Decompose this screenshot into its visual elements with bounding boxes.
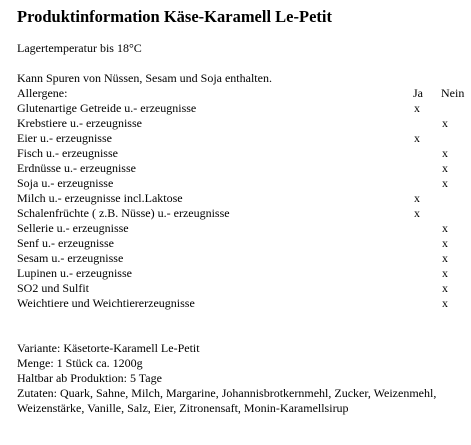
- allergen-row: [17, 206, 471, 221]
- allergen-row: [17, 236, 471, 251]
- allergen-row: [17, 161, 471, 176]
- allergen-nein-mark: x: [442, 116, 448, 130]
- allergen-nein-mark: x: [442, 236, 448, 250]
- allergen-table-header: [17, 86, 471, 101]
- allergen-nein-mark: x: [442, 176, 448, 190]
- allergen-name: Schalenfrüchte ( z.B. Nüsse) u.- erzeugnisse: [17, 206, 230, 220]
- allergen-row: [17, 296, 471, 311]
- allergen-row: [17, 101, 471, 116]
- allergen-row: [17, 176, 471, 191]
- allergen-name: Senf u.- erzeugnisse: [17, 236, 114, 250]
- product-ingredients-line-1: Zutaten: Quark, Sahne, Milch, Margarine, Johannisbrotkernmehl, Zucker, Weizenmehl,: [17, 386, 437, 400]
- allergen-row: [17, 131, 471, 146]
- allergen-nein-mark: x: [442, 281, 448, 295]
- allergen-name: Krebstiere u.- erzeugnisse: [17, 116, 142, 130]
- allergen-ja-mark: x: [414, 131, 420, 145]
- allergen-name: Weichtiere und Weichtiererzeugnisse: [17, 296, 195, 310]
- page-title: Produktinformation Käse-Karamell Le-Petit: [17, 7, 332, 26]
- allergen-nein-mark: x: [442, 266, 448, 280]
- allergen-name: Milch u.- erzeugnisse incl.Laktose: [17, 191, 183, 205]
- allergen-ja-mark: x: [414, 101, 420, 115]
- allergen-name: Eier u.- erzeugnisse: [17, 131, 112, 145]
- allergen-row: [17, 191, 471, 206]
- allergen-name: Fisch u.- erzeugnisse: [17, 146, 118, 160]
- product-shelf-life: Haltbar ab Produktion: 5 Tage: [17, 371, 162, 385]
- allergen-row: [17, 251, 471, 266]
- allergen-name: Sellerie u.- erzeugnisse: [17, 221, 129, 235]
- allergen-nein-mark: x: [442, 161, 448, 175]
- allergen-name: SO2 und Sulfit: [17, 281, 90, 295]
- allergen-name: Soja u.- erzeugnisse: [17, 176, 114, 190]
- column-header-ja: Ja: [413, 86, 423, 100]
- allergen-nein-mark: x: [442, 251, 448, 265]
- allergen-row: [17, 116, 471, 131]
- allergen-nein-mark: x: [442, 221, 448, 235]
- traces-notice: Kann Spuren von Nüssen, Sesam und Soja enthalten.: [17, 71, 272, 85]
- allergen-header-label: Allergene:: [17, 86, 68, 100]
- allergen-nein-mark: x: [442, 146, 448, 160]
- allergen-name: Glutenartige Getreide u.- erzeugnisse: [17, 101, 197, 115]
- allergen-name: Erdnüsse u.- erzeugnisse: [17, 161, 136, 175]
- product-ingredients-line-2: Weizenstärke, Vanille, Salz, Eier, Zitronensaft, Monin-Karamellsirup: [17, 401, 349, 415]
- allergen-nein-mark: x: [442, 296, 448, 310]
- allergen-ja-mark: x: [414, 191, 420, 205]
- allergen-name: Lupinen u.- erzeugnisse: [17, 266, 132, 280]
- column-header-nein: Nein: [441, 86, 465, 100]
- allergen-row: [17, 146, 471, 161]
- storage-temperature: Lagertemperatur bis 18°C: [17, 41, 142, 55]
- allergen-ja-mark: x: [414, 206, 420, 220]
- allergen-row: [17, 221, 471, 236]
- product-variant: Variante: Käsetorte-Karamell Le-Petit: [17, 341, 200, 355]
- allergen-row: [17, 266, 471, 281]
- allergen-row: [17, 281, 471, 296]
- allergen-name: Sesam u.- erzeugnisse: [17, 251, 124, 265]
- product-quantity: Menge: 1 Stück ca. 1200g: [17, 356, 143, 370]
